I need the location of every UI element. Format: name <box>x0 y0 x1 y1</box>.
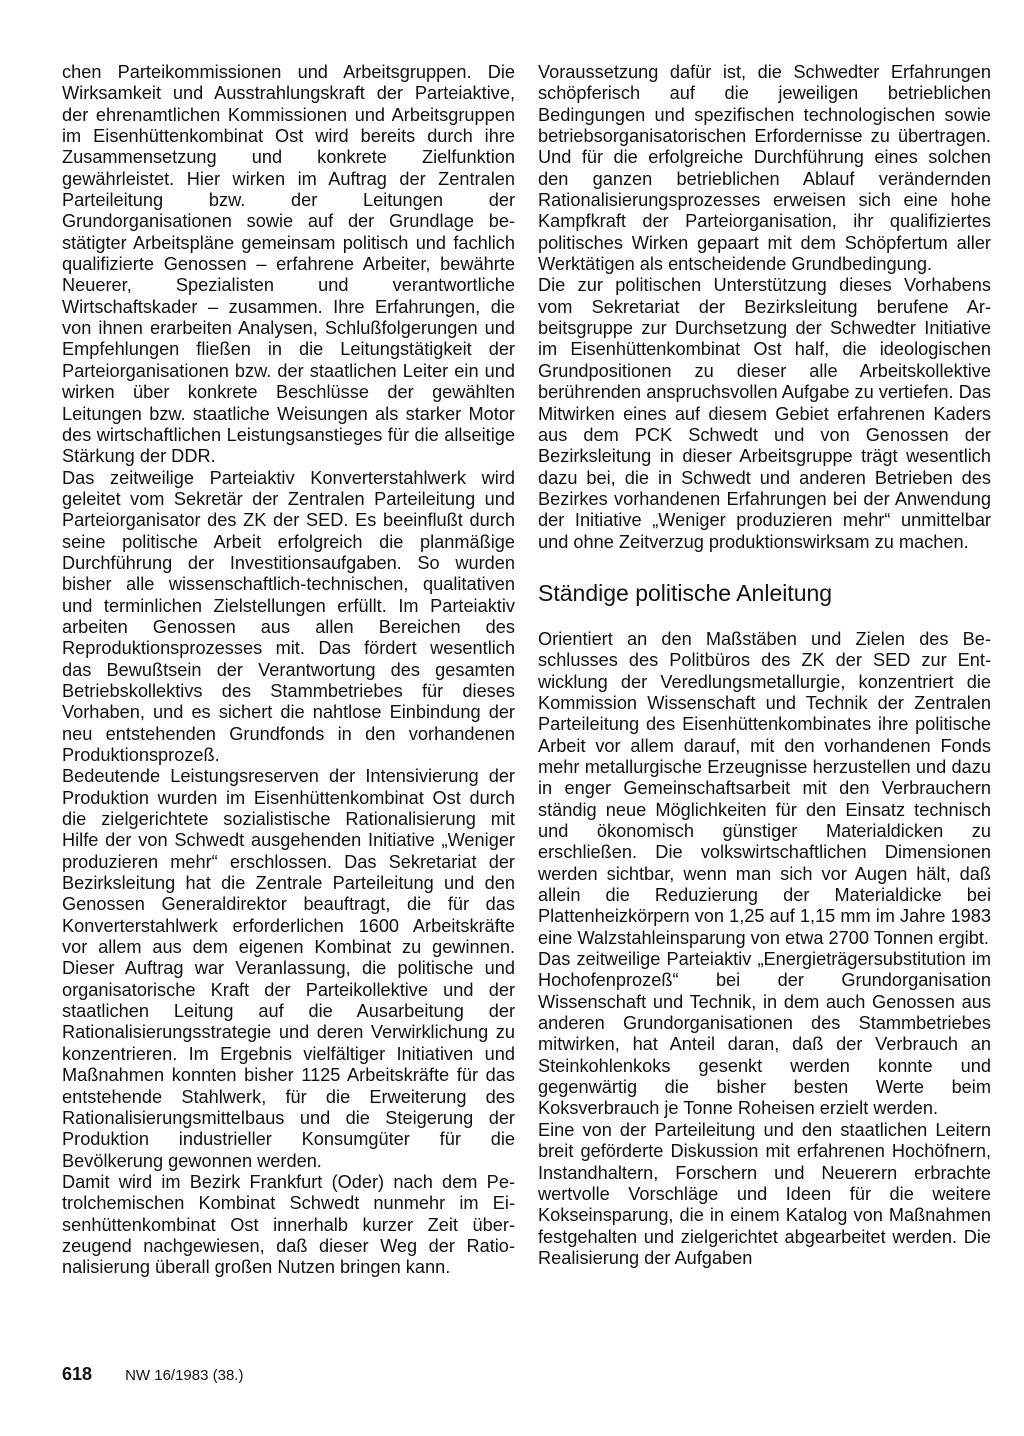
paragraph: Bedeutende Leistungsreserven der Intensivierung der Produktion wurden im Eisenhüttenkombinat Ost durch die zielgerichtete sozialistische Rationalisierung mit Hilfe der von Schwedt ausgehenden Initiative „Weniger produzieren mehr“ erschlossen. Das Sekretariat der Bezirksleitung hat die Zentrale Parteileitung und den Genossen Generaldirektor beauftragt, die für das Konverterstahlwerk erforderlichen 1600 Arbeitskräfte vor allem aus dem eigenen Kombinat zu gewinnen. Dieser Auftrag war Veranlassung, die politische und organisatorische Kraft der Parteikollektive und der staatlichen Leitung auf die Ausarbeitung der Rationalisierungsstrategie und deren Verwirklichung zu konzentrieren. Im Ergebnis vielfältiger Initiativen und Maßnahmen konnten bisher 1125 Arbeitskräfte für das entstehende Stahlwerk, für die Erweiterung des Rationalisierungsmittelbaus und die Steigerung der Produktion industrieller Konsumgüter für die Bevölkerung gewonnen werden. <box>62 766 515 1171</box>
page-number: 618 <box>62 1364 93 1384</box>
right-text-column <box>538 62 991 1269</box>
paragraph: Die zur politischen Unterstützung dieses Vorhabens vom Sekretariat der Bezirksleitung berufene Arbeitsgruppe zur Durchsetzung der Schwedter Initiative im Eisenhüttenkombinat Ost half, die ideologischen Grundpositionen zu dieser alle Arbeitskollektive berührenden anspruchsvollen Aufgabe zu vertiefen. Das Mitwirken eines auf diesem Gebiet erfahrenen Kaders aus dem PCK Schwedt und von Genossen der Bezirksleitung in dieser Arbeitsgruppe trägt wesentlich dazu bei, die in Schwedt und anderen Betrieben des Bezirkes vorhandenen Erfahrungen bei der Anwendung der Initiative „Weniger produzieren mehr“ unmittelbar und ohne Zeitverzug produktionswirksam zu machen. <box>538 275 991 552</box>
paragraph: chen Parteikommissionen und Arbeitsgruppen. Die Wirksamkeit und Ausstrahlungskraft der Parteiaktive, der ehrenamtlichen Kommissionen und Arbeitsgruppen im Eisenhüttenkombinat Ost wird bereits durch ihre Zusammensetzung und konkrete Zielfunktion gewährleistet. Hier wirken im Auftrag der Zentralen Parteileitung bzw. der Leitungen der Grundorganisationen sowie auf der Grundlage bestätigter Arbeitspläne gemeinsam politisch und fachlich qualifizierte Genossen – erfahrene Arbeiter, bewährte Neuerer, Spezialisten und verantwortliche Wirtschaftskader – zusammen. Ihre Erfahrungen, die von ihnen erarbeiten Analysen, Schlußfolgerungen und Empfehlungen fließen in die Leitungstätigkeit der Parteiorganisationen bzw. der staatlichen Leiter ein und wirken über konkrete Beschlüsse der gewählten Leitungen bzw. staatliche Weisungen als starker Motor des wirtschaftlichen Leistungsanstieges für die allseitige Stärkung der DDR. <box>62 62 515 467</box>
paragraph: Eine von der Parteileitung und den staatlichen Leitern breit geförderte Diskussion mit erfahrenen Hochöfnern, Instandhaltern, Forschern und Neuerern erbrachte wertvolle Vorschläge und Ideen für die weitere Kokseinsparung, die in einem Katalog von Maßnahmen festgehalten und zielgerichtet abgearbeitet werden. Die Realisierung der Aufgaben <box>538 1119 991 1268</box>
paragraph: Damit wird im Bezirk Frankfurt (Oder) nach dem Petrolchemischen Kombinat Schwedt nunmehr im Eisenhüttenkombinat Ost innerhalb kurzer Zeit überzeugend nachgewiesen, daß dieser Weg der Rationalisierung überall großen Nutzen bringen kann. <box>62 1171 515 1278</box>
left-text-column <box>62 62 515 1279</box>
journal-reference: NW 16/1983 (38.) <box>125 1367 244 1384</box>
section-heading: Ständige politische Anleitung <box>538 579 833 606</box>
page-footer <box>62 1363 243 1387</box>
paragraph: Das zeitweilige Parteiaktiv „Energieträgersubstitution im Hochofenprozeß“ bei der Grundorganisation Wissenschaft und Technik, in dem auch Genossen aus anderen Grundorganisationen des Stammbetriebes mitwirken, hat Anteil daran, daß der Verbrauch an Steinkohlenkoks gesenkt werden konnte und gegenwärtig die bisher besten Werte beim Koksverbrauch je Tonne Roheisen erzielt werden. <box>538 949 991 1119</box>
paragraph: Das zeitweilige Parteiaktiv Konverterstahlwerk wird geleitet vom Sekretär der Zentralen Parteileitung und Parteiorganisator des ZK der SED. Es beeinflußt durch seine politische Arbeit erfolgreich die planmäßige Durchführung der Investitionsaufgaben. So wurden bisher alle wissenschaftlich-technischen, qualitativen und terminlichen Zielstellungen erfüllt. Im Parteiaktiv arbeiten Genossen aus allen Bereichen des Reproduktionsprozesses mit. Das fördert wesentlich das Bewußtsein der Verantwortung des gesamten Betriebskollektivs des Stammbetriebes für dieses Vorhaben, und es sichert die nahtlose Einbindung der neu entstehenden Grundfonds in den vorhandenen Produktionsprozeß. <box>62 467 515 765</box>
paragraph: Voraussetzung dafür ist, die Schwedter Erfahrungen schöpferisch auf die jeweiligen betrieblichen Bedingungen und spezifischen technologischen sowie betriebsorganisatorischen Erfordernisse zu übertragen. Und für die erfolgreiche Durchführung eines solchen den ganzen betrieblichen Ablauf verändernden Rationalisierungsprozesses erweisen sich eine hohe Kampfkraft der Parteiorganisation, ihr qualifiziertes politisches Wirken gepaart mit dem Schöpfertum aller Werktätigen als entscheidende Grundbedingung. <box>538 62 991 275</box>
paragraph: Orientiert an den Maßstäben und Zielen des Beschlusses des Politbüros des ZK der SED zur Entwicklung der Veredlungsmetallurgie, konzentriert die Kommission Wissenschaft und Technik der Zentralen Parteileitung des Eisenhüttenkombinates ihre politische Arbeit vor allem darauf, mit den vorhandenen Fonds mehr metallurgische Erzeugnisse herzustellen und dazu in enger Gemeinschaftsarbeit mit den Verbrauchern ständig neue Möglichkeiten für den Einsatz technisch und ökonomisch günstiger Materialdicken zu erschließen. Die volkswirtschaftlichen Dimensionen werden sichtbar, wenn man sich vor Augen hält, daß allein die Reduzierung der Materialdicke bei Plattenheizkörpern von 1,25 auf 1,15 mm im Jahre 1983 eine Walzstahleinsparung von etwa 2700 Tonnen ergibt. <box>538 628 991 948</box>
